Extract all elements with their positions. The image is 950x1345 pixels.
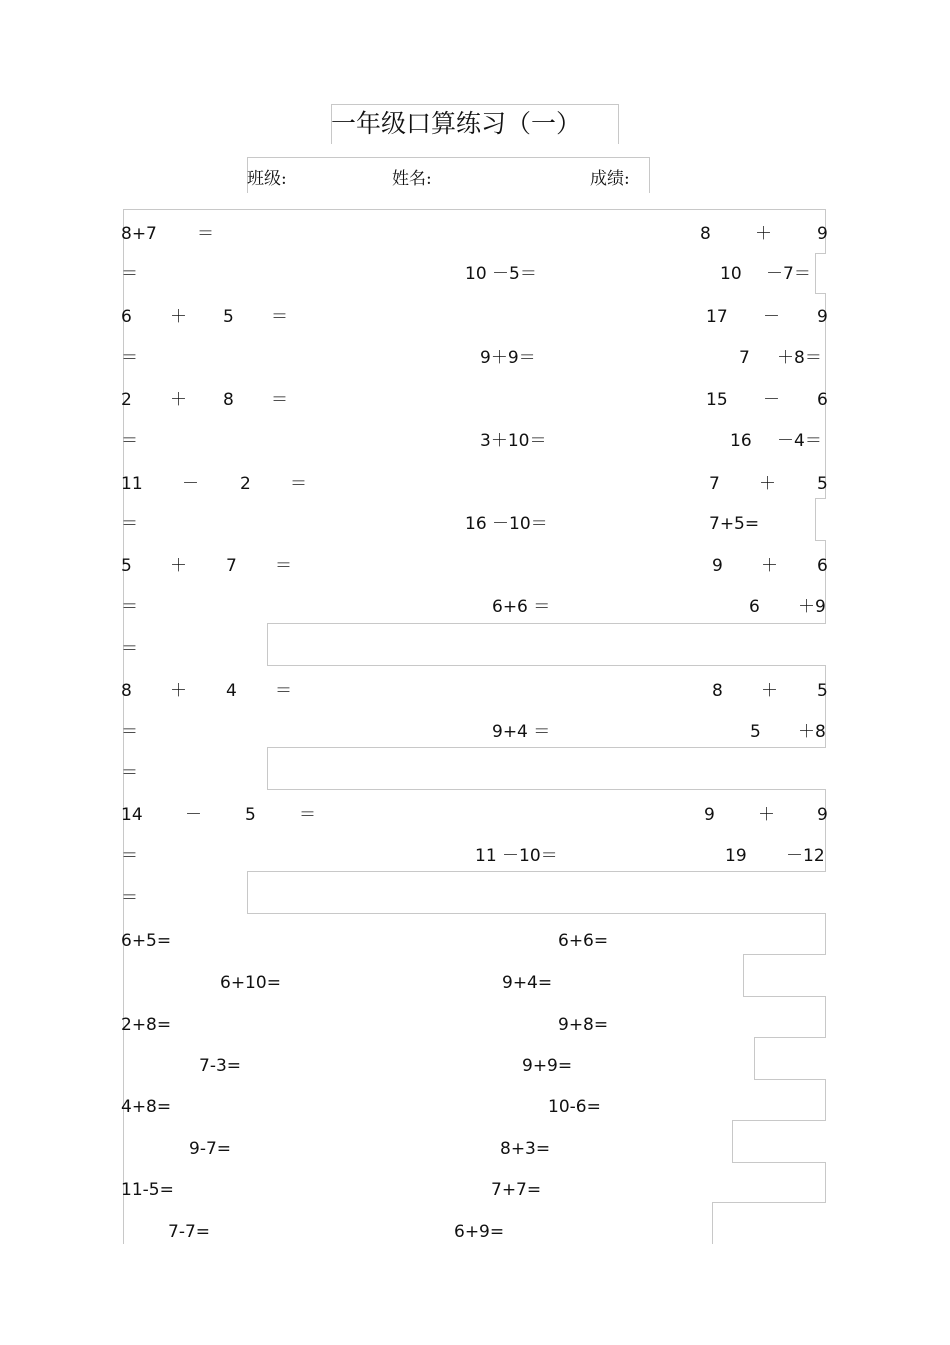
- problem-term: 8: [700, 224, 711, 244]
- frame-line: [825, 789, 826, 872]
- frame-line: [247, 871, 826, 872]
- frame-line: [331, 104, 619, 105]
- problem-term: 6+10=: [220, 973, 281, 993]
- problem-term: 9+4 ＝: [492, 722, 551, 742]
- frame-line: [267, 747, 826, 748]
- problem-term: 8: [121, 681, 132, 701]
- frame-line: [754, 1037, 826, 1038]
- problem-term: 2: [240, 474, 251, 494]
- problem-term: ＝: [121, 597, 138, 617]
- frame-line: [825, 1079, 826, 1120]
- problem-term: ＝: [271, 307, 288, 327]
- problem-term: 5: [121, 556, 132, 576]
- problem-term: －12: [786, 846, 825, 866]
- frame-line: [247, 157, 649, 158]
- frame-line: [743, 996, 826, 997]
- problem-term: 16 －10＝: [465, 514, 548, 534]
- problem-term: 7-3=: [199, 1056, 242, 1076]
- frame-line: [618, 104, 619, 144]
- problem-term: 11 －10＝: [475, 846, 558, 866]
- problem-term: 9: [817, 224, 828, 244]
- problem-term: 5: [223, 307, 234, 327]
- frame-line: [754, 1037, 755, 1079]
- problem-term: 3＋10＝: [480, 431, 547, 451]
- page-title: 一年级口算练习（一）: [331, 109, 582, 138]
- problem-term: 5: [817, 681, 828, 701]
- problem-term: 4: [226, 681, 237, 701]
- frame-line: [815, 253, 826, 254]
- problem-term: ＝: [290, 474, 307, 494]
- problem-term: 6: [817, 390, 828, 410]
- problem-term: －: [763, 307, 780, 327]
- problem-term: ＋9: [798, 597, 826, 617]
- problem-term: ＋8＝: [777, 348, 822, 368]
- problem-term: ＋: [170, 307, 187, 327]
- problem-term: 8: [712, 681, 723, 701]
- frame-line: [267, 623, 268, 665]
- problem-term: 6+5=: [121, 931, 172, 951]
- frame-line: [825, 1162, 826, 1202]
- frame-line: [732, 1120, 733, 1162]
- frame-line: [267, 623, 826, 624]
- problem-term: ＝: [121, 763, 138, 783]
- problem-term: －: [185, 805, 202, 825]
- problem-term: 6: [817, 556, 828, 576]
- problem-term: ＝: [121, 514, 138, 534]
- problem-term: 10: [720, 264, 742, 284]
- problem-term: 9＋9＝: [480, 348, 536, 368]
- problem-term: ＝: [121, 639, 138, 659]
- problem-term: 7+7=: [491, 1180, 542, 1200]
- problem-term: 4+8=: [121, 1097, 172, 1117]
- problem-term: 8+7: [121, 224, 157, 244]
- problem-term: 9+9=: [522, 1056, 573, 1076]
- problem-term: 7: [226, 556, 237, 576]
- frame-line: [712, 1202, 826, 1203]
- frame-line: [267, 665, 826, 666]
- frame-line: [743, 954, 826, 955]
- problem-term: ＝: [121, 888, 138, 908]
- problem-term: 11-5=: [121, 1180, 174, 1200]
- problem-term: 5: [750, 722, 761, 742]
- problem-term: ＝: [197, 224, 214, 244]
- problem-term: 5: [245, 805, 256, 825]
- frame-line: [123, 209, 826, 210]
- problem-term: 7: [709, 474, 720, 494]
- problem-term: ＋: [759, 474, 776, 494]
- problem-term: 9-7=: [189, 1139, 232, 1159]
- frame-line: [732, 1120, 826, 1121]
- problem-term: 6: [121, 307, 132, 327]
- problem-term: 19: [725, 846, 747, 866]
- problem-term: 17: [706, 307, 728, 327]
- frame-line: [754, 1079, 826, 1080]
- problem-term: ＝: [275, 556, 292, 576]
- frame-line: [815, 498, 826, 499]
- frame-line: [712, 1202, 713, 1244]
- frame-line: [267, 789, 826, 790]
- problem-term: 2: [121, 390, 132, 410]
- frame-line: [732, 1162, 826, 1163]
- problem-term: ＝: [121, 846, 138, 866]
- problem-term: 8: [223, 390, 234, 410]
- problem-term: －4＝: [777, 431, 822, 451]
- problem-term: 9+8=: [558, 1015, 609, 1035]
- problem-term: 6+6=: [558, 931, 609, 951]
- name-label: 姓名:: [392, 169, 432, 189]
- problem-term: 9: [817, 307, 828, 327]
- frame-line: [825, 913, 826, 955]
- problem-term: 7-7=: [168, 1222, 211, 1242]
- problem-term: 9: [817, 805, 828, 825]
- problem-term: 10 －5＝: [465, 264, 537, 284]
- problem-term: 6+6 ＝: [492, 597, 551, 617]
- problem-term: ＝: [121, 348, 138, 368]
- problem-term: ＝: [121, 264, 138, 284]
- problem-term: 7: [739, 348, 750, 368]
- problem-term: 9: [712, 556, 723, 576]
- problem-term: 2+8=: [121, 1015, 172, 1035]
- problem-term: 7+5=: [709, 514, 760, 534]
- problem-term: ＝: [121, 722, 138, 742]
- problem-term: ＋: [755, 224, 772, 244]
- problem-term: ＋: [761, 681, 778, 701]
- problem-term: ＋: [761, 556, 778, 576]
- frame-line: [815, 498, 816, 540]
- problem-term: 6: [749, 597, 760, 617]
- score-label: 成绩:: [590, 169, 630, 189]
- frame-line: [267, 747, 268, 789]
- problem-term: ＝: [299, 805, 316, 825]
- problem-term: 16: [730, 431, 752, 451]
- problem-term: ＋8: [798, 722, 826, 742]
- problem-term: ＝: [121, 431, 138, 451]
- problem-term: －7＝: [766, 264, 811, 284]
- problem-term: 9: [704, 805, 715, 825]
- problem-term: 6+9=: [454, 1222, 505, 1242]
- frame-line: [815, 253, 816, 293]
- problem-term: ＋: [170, 390, 187, 410]
- problem-term: ＋: [170, 681, 187, 701]
- problem-term: －: [182, 474, 199, 494]
- class-label: 班级:: [247, 169, 287, 189]
- problem-term: 11: [121, 474, 143, 494]
- problem-term: －: [763, 390, 780, 410]
- frame-line: [247, 913, 826, 914]
- problem-term: ＋: [758, 805, 775, 825]
- frame-line: [247, 871, 248, 913]
- problem-term: 10-6=: [548, 1097, 601, 1117]
- problem-term: 8+3=: [500, 1139, 551, 1159]
- problem-term: ＋: [170, 556, 187, 576]
- problem-term: ＝: [275, 681, 292, 701]
- problem-term: 14: [121, 805, 143, 825]
- problem-term: 5: [817, 474, 828, 494]
- frame-line: [649, 157, 650, 193]
- problem-term: 15: [706, 390, 728, 410]
- problem-term: ＝: [271, 390, 288, 410]
- problem-term: 9+4=: [502, 973, 553, 993]
- frame-line: [825, 996, 826, 1037]
- frame-line: [743, 954, 744, 996]
